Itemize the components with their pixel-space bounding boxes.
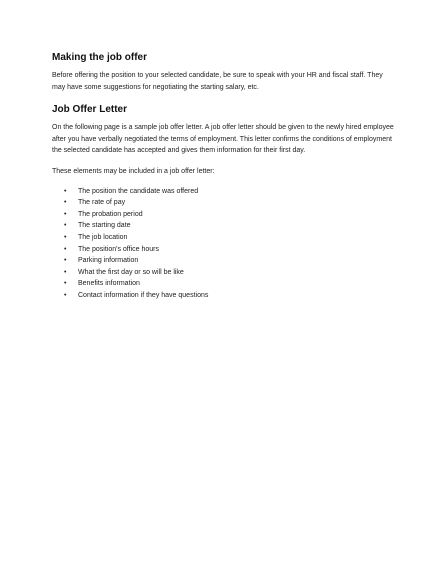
section-heading-making-offer: Making the job offer xyxy=(52,52,147,63)
bullet-icon: • xyxy=(64,245,67,253)
list-item-text: The rate of pay xyxy=(78,199,126,207)
bullet-icon: • xyxy=(64,291,67,299)
section-heading-offer-letter: Job Offer Letter xyxy=(52,104,128,116)
list-item-text: What the first day or so will be like xyxy=(78,268,184,276)
bullet-icon: • xyxy=(64,210,67,218)
list-item-text: Benefits information xyxy=(78,280,140,288)
list-item-text: The position the candidate was offered xyxy=(78,187,199,195)
list-item-text: The job location xyxy=(78,233,128,241)
list-item xyxy=(52,186,397,198)
offer-letter-intro-paragraph: On the following page is a sample job offer letter. A job offer letter should be given to the newly hired employee after you have verbally negotiated the terms of employment. This letter confirms the conditions of employment the selected candidate has accepted and gives them information for their first day. xyxy=(52,124,394,155)
list-item xyxy=(52,232,397,244)
bullet-icon: • xyxy=(64,268,67,276)
elements-bullet-list xyxy=(52,186,397,302)
list-item xyxy=(52,197,397,209)
list-item xyxy=(52,278,397,290)
list-item-text: Contact information if they have questions xyxy=(78,291,209,299)
bullet-icon: • xyxy=(64,222,67,230)
list-item-text: The starting date xyxy=(78,222,131,230)
list-item xyxy=(52,255,397,267)
bullet-icon: • xyxy=(64,257,67,265)
bullet-icon: • xyxy=(64,280,67,288)
list-item xyxy=(52,267,397,279)
elements-intro-paragraph: These elements may be included in a job offer letter: xyxy=(52,167,215,175)
list-item xyxy=(52,209,397,221)
list-item xyxy=(52,244,397,256)
list-item-text: The probation period xyxy=(78,210,143,218)
bullet-icon: • xyxy=(64,187,67,195)
list-item xyxy=(52,220,397,232)
bullet-icon: • xyxy=(64,233,67,241)
bullet-icon: • xyxy=(64,199,67,207)
list-item-text: The position's office hours xyxy=(78,245,159,253)
section-paragraph-making-offer: Before offering the position to your selected candidate, be sure to speak with your HR and fiscal staff. They may have some suggestions for negotiating the starting salary, etc. xyxy=(52,72,383,91)
document-page xyxy=(52,51,397,302)
list-item-text: Parking information xyxy=(78,257,139,265)
list-item xyxy=(52,290,397,302)
